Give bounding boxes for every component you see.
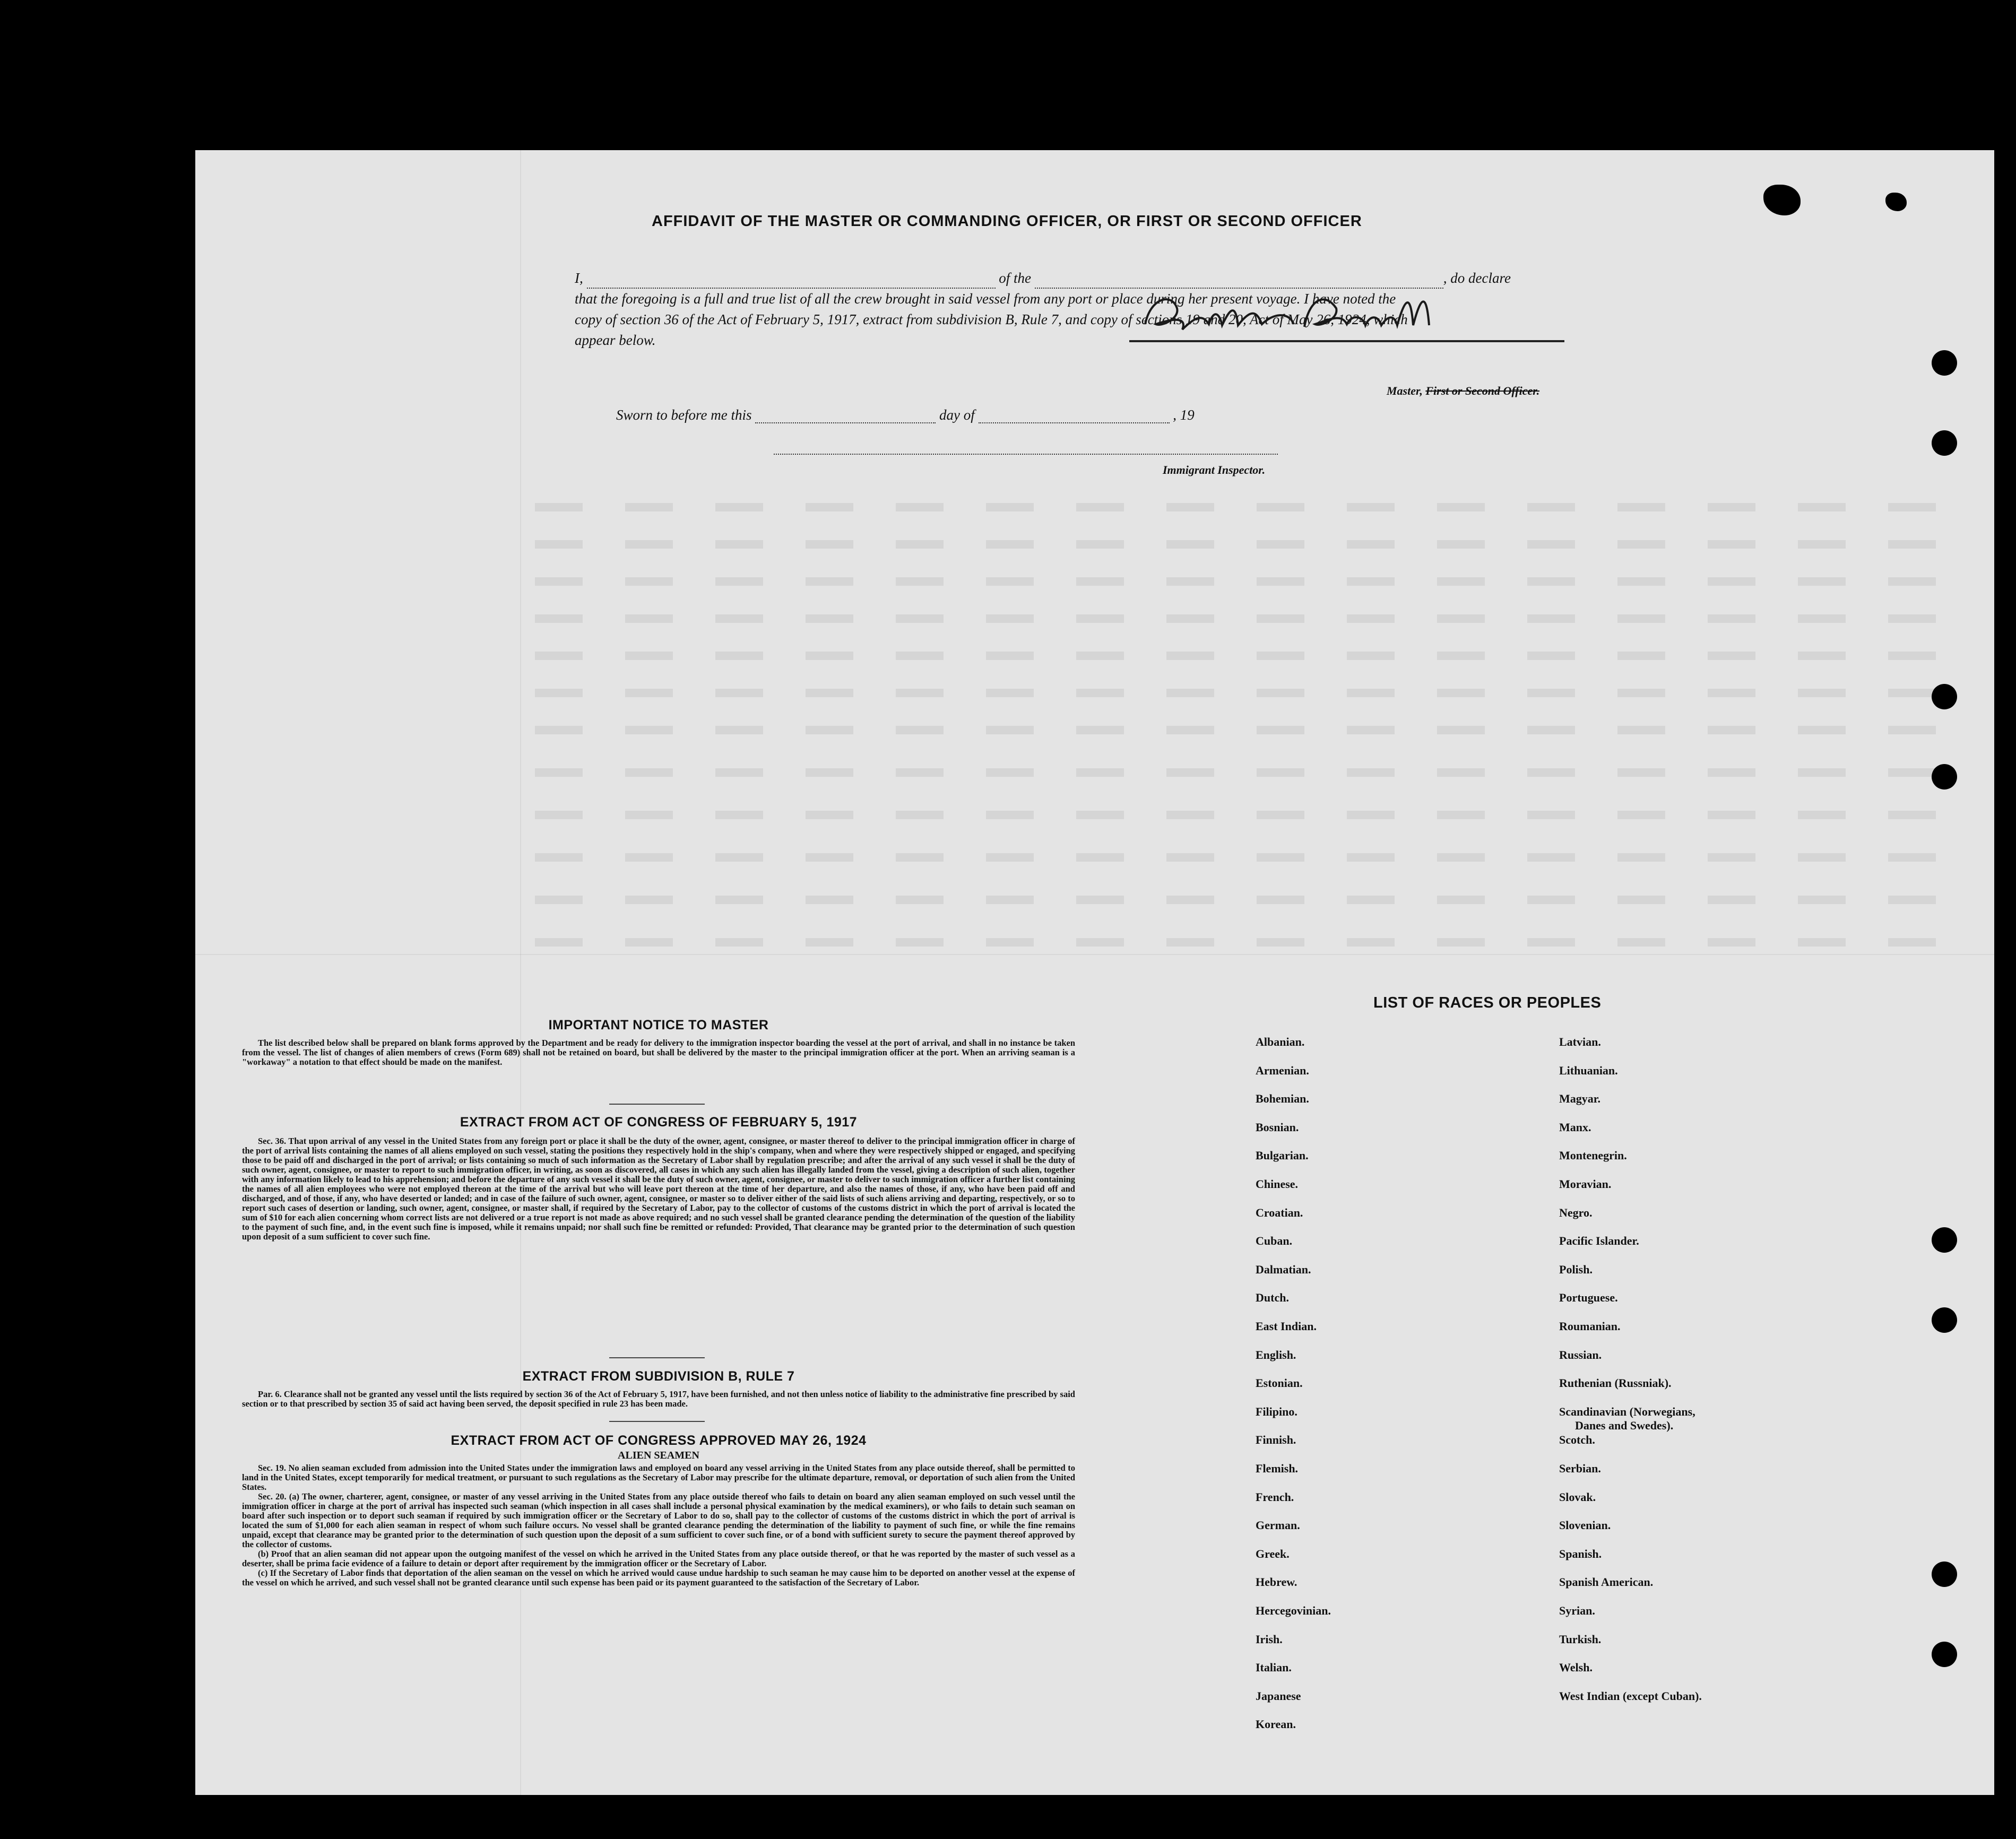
race-item: Scandinavian (Norwegians, [1559,1404,1695,1418]
race-item: Albanian. [1256,1035,1305,1048]
sworn-prefix: Sworn to before me this [616,407,752,423]
affidavit-line-2: that the foregoing is a full and true list of all the crew brought in said vessel from any port or place during her present voyage. I have noted the [575,291,1396,307]
race-item: Slovak. [1559,1490,1596,1504]
race-item: Bohemian. [1256,1092,1309,1106]
extract-1917-title: EXTRACT FROM ACT OF CONGRESS OF FEBRUARY 5, 1917 [460,1115,858,1130]
race-item: French. [1256,1490,1294,1504]
race-item: Japanese [1256,1689,1301,1703]
extract-1924-sec19: Sec. 19. No alien seaman excluded from admission into the United States under the immigration laws and employed on board any vessel arriving in the United States from any place outside thereof, shall be permitted to land in the United States, except temporarily for medical treatment, or pursuant to such regulations as the Secretary of Labor may prescribe for the ultimate departure, removal, or deportation of such alien from the United States. [242,1463,1075,1492]
race-item: Hercegovinian. [1256,1604,1331,1617]
race-item: Estonian. [1256,1376,1303,1390]
signature-caption [1387,384,1539,398]
race-item: Magyar. [1559,1092,1601,1106]
bleed-through-row [535,577,1957,586]
race-item: Negro. [1559,1205,1593,1219]
race-item: Slovenian. [1559,1519,1611,1532]
race-item: Polish. [1559,1262,1593,1276]
race-item: Italian. [1256,1661,1292,1675]
race-item: Korean. [1256,1717,1296,1731]
notice-section [242,1018,1075,1067]
signature-caption-struck: First or Second Officer. [1425,384,1540,397]
race-item: Dalmatian. [1256,1262,1311,1276]
binder-hole [1932,1642,1957,1667]
divider [609,1421,705,1422]
race-item: Welsh. [1559,1661,1593,1675]
sworn-line [616,407,1195,423]
race-item: Spanish American. [1559,1575,1654,1589]
sworn-mid: day of [939,407,975,423]
race-item: Ruthenian (Russniak). [1559,1376,1672,1390]
affidavit-line1-prefix: I, [575,270,583,286]
sworn-year: , 19 [1173,407,1195,423]
extract-1924-title: EXTRACT FROM ACT OF CONGRESS APPROVED MAY 26, 1924 [451,1433,867,1448]
bleed-through-row [535,540,1957,549]
race-item: German. [1256,1519,1300,1532]
race-item: West Indian (except Cuban). [1559,1689,1702,1703]
race-item: Russian. [1559,1348,1602,1361]
bleed-through-row [535,503,1957,511]
race-item: Lithuanian. [1559,1063,1618,1077]
binder-hole [1932,764,1957,790]
race-item: Armenian. [1256,1063,1309,1077]
extract-1924-sec20b: (b) Proof that an alien seaman did not appear upon the outgoing manifest of the vessel on which he arrived in the United States from any place outside thereof, or that he was reported by the master of such vessel as a deserter, shall be prima facie evidence of a failure to detain or deport after requirement by the immigration officer or the Secretary of Labor. [242,1549,1075,1568]
race-item: Syrian. [1559,1604,1595,1617]
bleed-through-row [535,938,1957,947]
binder-hole [1932,1227,1957,1253]
document-sheet [195,150,1994,1795]
race-item: Irish. [1256,1632,1283,1646]
race-item: Hebrew. [1256,1575,1297,1589]
race-item: English. [1256,1348,1296,1361]
signature-image [1129,287,1511,345]
race-item: Pacific Islander. [1559,1234,1639,1248]
race-item: Flemish. [1256,1462,1299,1475]
race-item: Portuguese. [1559,1291,1618,1305]
extract-rule7-text: Par. 6. Clearance shall not be granted any vessel until the lists required by section 36 of the Act of February 5, 1917, have been furnished, and not then unless notice of liability to the administrative fine prescribed by said section or to that prescribed by section 35 of said act having been served, the deposit specified in rule 23 has been made. [242,1389,1075,1409]
sworn-day-fill [755,422,936,423]
inspector-caption: Immigrant Inspector. [1163,463,1266,476]
extract-rule7-section [242,1369,1075,1409]
affidavit-line1-mid: of the [999,270,1031,286]
notice-text: The list described below shall be prepared on blank forms approved by the Department and be ready for delivery to the immigration inspector boarding the vessel at the port of arrival, and shall in no instance be taken from the vessel. The list of changes of alien members of crews (Form 689) shall not be retained on board, but shall be delivered by the master to the principal immigration officer at the port. When an arriving seaman is a "workaway" a notation to that effect should be made on the manifest. [242,1038,1075,1067]
race-item: Serbian. [1559,1462,1601,1475]
races-title: LIST OF RACES OR PEOPLES [1373,994,1602,1011]
extract-1924-subtitle: ALIEN SEAMEN [618,1450,699,1461]
signature-caption-master: Master, [1387,384,1423,397]
divider [609,1104,705,1105]
extract-rule7-title: EXTRACT FROM SUBDIVISION B, RULE 7 [522,1369,795,1384]
bleed-through-row [535,689,1957,697]
bleed-through-row [535,811,1957,819]
race-item: Bulgarian. [1256,1149,1309,1163]
race-item-continuation: Danes and Swedes). [1575,1418,1674,1432]
signature-line [1129,340,1564,342]
bleed-through-row [535,652,1957,660]
race-item: Chinese. [1256,1177,1299,1191]
bleed-through-row [535,768,1957,777]
bleed-through-row [535,614,1957,623]
race-item: Cuban. [1256,1234,1293,1248]
affidavit-line-3: copy of section 36 of the Act of February 5, 1917, extract from subdivision B, Rule 7, and copy of sections 19 and 20, Act of May 26, 1924, which [575,311,1408,327]
affidavit-title: AFFIDAVIT OF THE MASTER OR COMMANDING OFFICER, OR FIRST OR SECOND OFFICER [652,213,1362,230]
affidavit-line1-suffix: , do declare [1443,270,1511,286]
binder-hole [1932,350,1957,376]
race-item: Filipino. [1256,1404,1297,1418]
race-item: Moravian. [1559,1177,1612,1191]
race-item: Scotch. [1559,1433,1595,1447]
binder-hole [1932,1562,1957,1587]
torn-mark [1763,185,1801,215]
bleed-through-row [535,726,1957,734]
race-item: Greek. [1256,1547,1290,1560]
extract-1917-text: Sec. 36. That upon arrival of any vessel in the United States from any foreign port or place it shall be the duty of the owner, agent, consignee, or master thereof to deliver to the principal immigration officer in charge of the port of arrival lists containing the names of all aliens employed on such vessel, stating the positions they respectively hold in the ship's company, when and where they were respectively shipped or engaged, and specifying those to be paid off and discharged in the port of arrival; or lists containing so much of such information as the Secretary of Labor shall by regulation prescribe; and after the arrival of any such vessel it shall be the duty of such owner, agent, consignee, or master to report to such immigration officer, in writing, as soon as discovered, all cases in which any such alien has illegally landed from the vessel, giving a description of such alien, together with any information likely to lead to his apprehension; and before the departure of any such vessel it shall be the duty of such owner, agent, consignee, or master to deliver to such immigration officer a further list containing the names of all alien employees who were not employed thereon at the time of the arrival but who will leave port thereon at the time of her departure, and also the names of those, if any, who have been paid off and discharged, and of those, if any, who have deserted or landed; and in case of the failure of such owner, agent, consignee, or master so to deliver either of the said lists of such aliens arriving and departing, respectively, or so to report such cases of desertion or landing, such owner, agent, consignee, or master shall, if required by the Secretary of Labor, pay to the collector of customs of the customs district in which the port of arrival is located the sum of $10 for each alien concerning whom correct lists are not delivered or a true report is not made as above required; and no such vessel shall be granted clearance pending the determination of the question of the liability to the payment of such fine, and, in the event such fine is imposed, while it remains unpaid; nor shall such fine be remitted or refunded: Provided, That clearance may be granted prior to the determination of such question upon deposit of a sum sufficient to cover such fine. [242,1136,1075,1242]
notice-title: IMPORTANT NOTICE TO MASTER [548,1018,769,1033]
bleed-through-row [535,896,1957,904]
race-item: Dutch. [1256,1291,1289,1305]
race-item: Finnish. [1256,1433,1296,1447]
race-item: Croatian. [1256,1205,1303,1219]
affidavit-line-4: appear below. [575,332,656,348]
extract-1924-sec20a: Sec. 20. (a) The owner, charterer, agent, consignee, or master of any vessel arriving in the United States from any place outside thereof who fails to detain on board any alien seaman employed on such vessel until the immigration officer in charge at the port of arrival has inspected such seaman (which inspection in all cases shall include a personal physical examination by the medical examiners), or who fails to detain such seaman on board after such inspection or to deport such seaman if required by such immigration officer or the Secretary of Labor to do so, shall pay to the collector of customs of the customs district in which the port of arrival is located the sum of $1,000 for each alien seaman in respect of whom such failure occurs. No vessel shall be granted clearance pending the determination of the liability to payment of such fine, or while the fine remains unpaid, except that clearance may be granted prior to the determination of such question upon the deposit of a sum sufficient to cover such fine, or of a bond with sufficient surety to secure the payment thereof approved by the collector of customs. [242,1491,1075,1549]
race-item: Bosnian. [1256,1120,1299,1134]
torn-mark [1885,193,1907,211]
sworn-month-fill [979,422,1170,423]
inspector-signature-line [774,454,1278,455]
divider [609,1357,705,1358]
binder-hole [1932,1307,1957,1333]
race-item: Manx. [1559,1120,1591,1134]
bleed-through-row [535,853,1957,862]
race-item: Turkish. [1559,1632,1602,1646]
binder-hole [1932,684,1957,709]
race-item: Roumanian. [1559,1320,1621,1333]
race-item: Montenegrin. [1559,1149,1627,1163]
race-item: East Indian. [1256,1320,1317,1333]
extract-1917-section [242,1115,1075,1242]
extract-1924-section [242,1433,1075,1588]
affidavit-line-1 [575,268,1519,289]
race-item: Latvian. [1559,1035,1601,1048]
race-item: Spanish. [1559,1547,1602,1560]
extract-1924-sec20c: (c) If the Secretary of Labor finds that deportation of the alien seaman on the vessel on which he arrived would cause undue hardship to such seaman he may cause him to be deported on another vessel at the expense of the vessel on which he arrived, and such vessel shall not be granted clearance until such expense has been paid or its payment guaranteed to the satisfaction of the Secretary of Labor. [242,1568,1075,1588]
binder-hole [1932,430,1957,456]
